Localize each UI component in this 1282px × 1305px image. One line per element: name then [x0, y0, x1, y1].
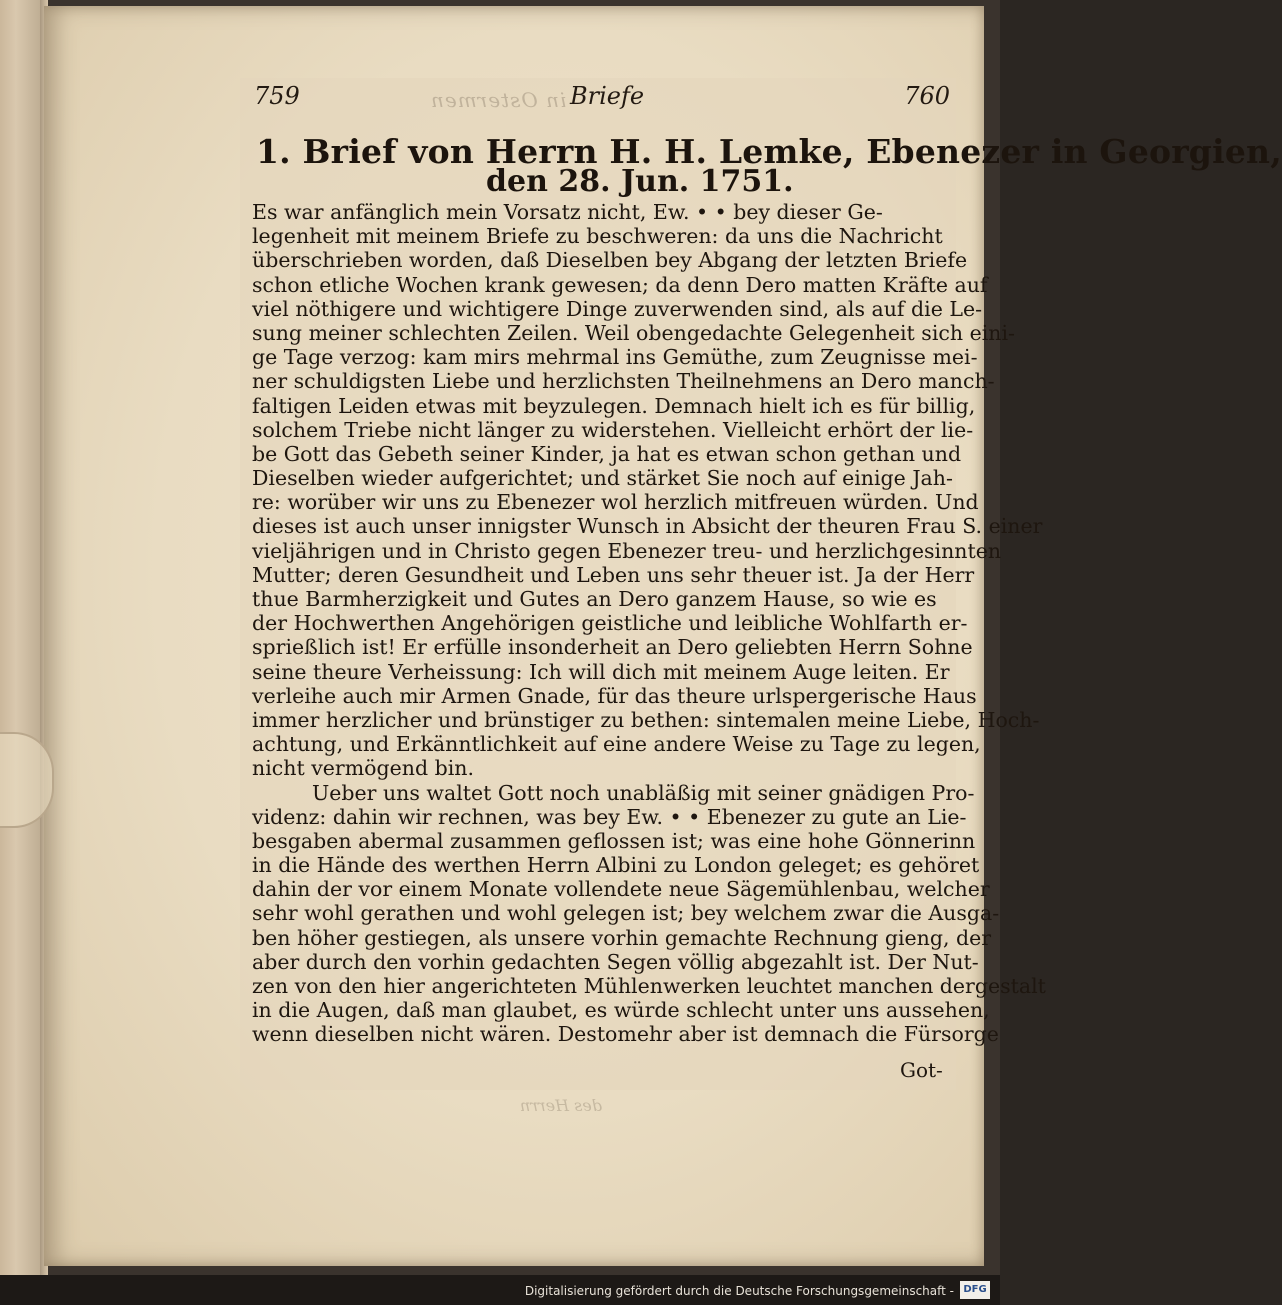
body-line: ner schuldigsten Liebe und herzlichsten Theilnehmens an Dero manch- [252, 369, 995, 394]
page-stack-edge [0, 0, 40, 1275]
body-line: verleihe auch mir Armen Gnade, für das theure urlspergerische Haus [252, 683, 977, 708]
body-line: Dieselben wieder aufgerichtet; und stärket Sie noch auf einige Jah- [252, 466, 953, 491]
body-line: thue Barmherzigkeit und Gutes an Dero ganzem Hause, so wie es [252, 587, 937, 611]
body-line: legenheit mit meinem Briefe zu beschweren: da uns die Nachricht [252, 224, 943, 249]
body-line: in die Hände des werthen Herrn Albini zu London geleget; es gehöret [252, 853, 980, 878]
body-line: viel nöthigere und wichtigere Dinge zuverwenden sind, als auf die Le- [252, 296, 983, 321]
body-line: videnz: dahin wir rechnen, was bey Ew. • • Ebenezer zu gute an Lie- [252, 804, 967, 829]
body-line: ge Tage verzog: kam mirs mehrmal ins Gemüthe, zum Zeugnisse mei- [252, 345, 978, 370]
body-line: sung meiner schlechten Zeilen. Weil obengedachte Gelegenheit sich eini- [252, 320, 1015, 345]
page-number-left: 759 [254, 82, 300, 110]
body-line: Mutter; deren Gesundheit und Leben uns sehr theuer ist. Ja der Herr [252, 562, 975, 587]
page-number-right: 760 [904, 82, 950, 110]
body-line: Es war anfänglich mein Vorsatz nicht, Ew. • • bey dieser Ge- [252, 200, 883, 224]
body-line: re: worüber wir uns zu Ebenezer wol herzlich mitfreuen würden. Und [252, 490, 979, 515]
body-line: zen von den hier angerichteten Mühlenwerken leuchtet manchen dergestalt [252, 974, 1046, 998]
body-line: dahin der vor einem Monate vollendete neue Sägemühlenbau, welcher [252, 877, 990, 902]
body-line: faltigen Leiden etwas mit beyzulegen. Demnach hielt ich es für billig, [252, 393, 976, 418]
body-line: sehr wohl gerathen und wohl gelegen ist; bey welchem zwar die Ausga- [252, 901, 1000, 926]
letter-body [252, 200, 1046, 1047]
body-line: sprießlich ist! Er erfülle insonderheit an Dero geliebten Herrn Sohne [252, 635, 973, 660]
body-line: nicht vermögend bin. [252, 756, 474, 781]
body-line: solchem Triebe nicht länger zu widerstehen. Vielleicht erhört der lie- [252, 417, 974, 442]
body-line: überschrieben worden, daß Dieselben bey Abgang der letzten Briefe [252, 248, 968, 273]
body-line: vieljährigen und in Christo gegen Ebenezer treu- und herzlichgesinnten [252, 538, 1002, 563]
body-line: aber durch den vorhin gedachten Segen völlig abgezahlt ist. Der Nut- [252, 949, 979, 974]
body-line: ben höher gestiegen, als unsere vorhin gemachte Rechnung gieng, der [252, 925, 992, 950]
letter-title: 1. Brief von Herrn H. H. Lemke, Ebenezer in Georgien, [256, 132, 1282, 171]
body-line: wenn dieselben nicht wären. Destomehr aber ist demnach die Fürsorge [252, 1022, 999, 1047]
digitization-credit: Digitalisierung gefördert durch die Deutsche Forschungsgemeinschaft - [524, 1284, 954, 1298]
body-line: immer herzlicher und brünstiger zu bethen: sintemalen meine Liebe, Hoch- [252, 707, 1040, 732]
body-line: dieses ist auch unser innigster Wunsch in Absicht der theuren Frau S. einer [252, 514, 1043, 539]
body-line: be Gott das Gebeth seiner Kinder, ja hat es etwan schon gethan und [252, 441, 962, 466]
body-line: in die Augen, daß man glaubet, es würde schlecht unter uns aussehen, [252, 998, 990, 1023]
body-line: der Hochwerthen Angehörigen geistliche und leibliche Wohlfarth er- [252, 611, 968, 636]
catchword: Got- [900, 1058, 943, 1082]
page-header [250, 80, 950, 116]
running-head: Briefe [570, 82, 645, 110]
bleed-through-text: in Ostermen [430, 88, 567, 112]
bleed-through-bottom: des Herrn [520, 1096, 603, 1115]
body-line: besgaben abermal zusammen geflossen ist; was eine hohe Gönnerinn [252, 828, 976, 853]
body-line: achtung, und Erkänntlichkeit auf eine andere Weise zu Tage zu legen, [252, 732, 981, 757]
body-line: seine theure Verheissung: Ich will dich mit meinem Auge leiten. Er [252, 659, 950, 684]
letter-date: den 28. Jun. 1751. [486, 164, 794, 199]
body-line: Ueber uns waltet Gott noch unabläßig mit seiner gnädigen Pro- [312, 780, 975, 805]
dfg-logo: DFG [960, 1281, 990, 1299]
body-line: schon etliche Wochen krank gewesen; da denn Dero matten Kräfte auf [252, 272, 988, 297]
